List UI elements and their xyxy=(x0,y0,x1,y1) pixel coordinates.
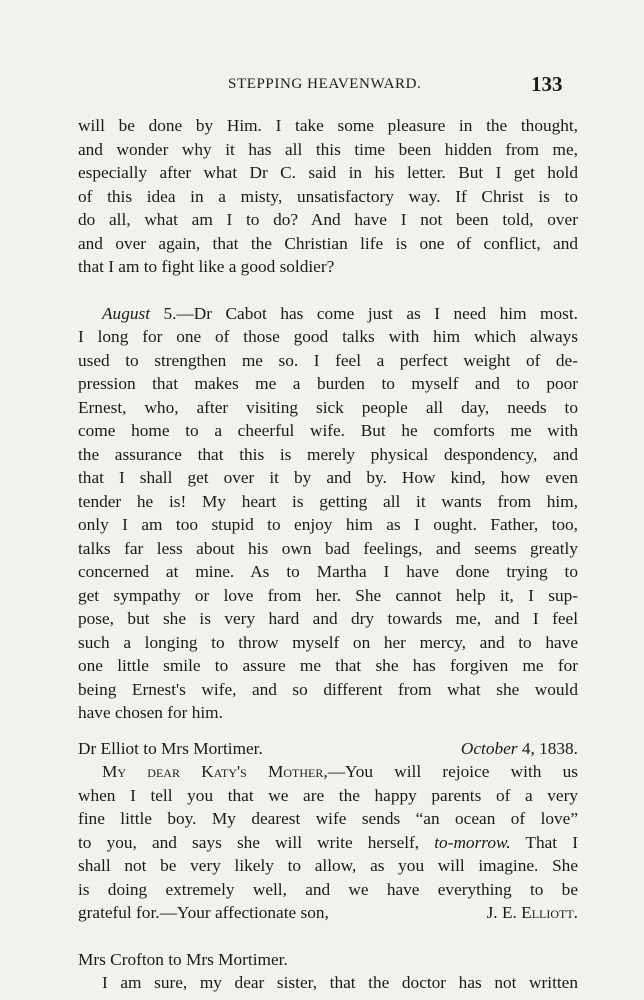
journal-date: August xyxy=(102,303,151,323)
text-line: fine little boy. My dearest wife sends “an ocean of love” xyxy=(78,809,578,828)
letter-mrs-crofton xyxy=(78,948,578,995)
text-line: I long for one of those good talks with him which always xyxy=(78,327,578,346)
text-line: Ernest, who, after visiting sick people all day, needs to xyxy=(78,397,578,417)
letter-heading-row xyxy=(78,737,578,761)
text-line: especially after what Dr C. said in his letter. But I get hold xyxy=(78,163,578,182)
letter-closing: grateful for.—Your affectionate son, xyxy=(78,903,329,922)
text-line: when I tell you that we are the happy parents of a very xyxy=(78,785,578,805)
text-line: concerned at mine. As to Martha I have done trying to xyxy=(78,562,578,581)
letter-closing-row xyxy=(78,901,578,925)
text-line: do all, what am I to do? And have I not been told, over xyxy=(78,210,578,229)
page-number: 133 xyxy=(531,72,563,96)
paragraph-gap xyxy=(78,279,578,302)
letter-date-month: October xyxy=(460,738,518,758)
text-fragment: That I xyxy=(510,832,578,852)
section-gap xyxy=(78,725,578,737)
text-line: being Ernest's wife, and so different from what she would xyxy=(78,679,578,699)
text-line xyxy=(78,760,578,784)
letter-date xyxy=(461,737,578,761)
text-fragment: —You will rejoice with us xyxy=(327,762,578,781)
text-italic: to-morrow. xyxy=(434,832,511,852)
text-fragment: 5.—Dr Cabot has come just as I need him most. xyxy=(150,303,578,323)
text-line: have chosen for him. xyxy=(78,703,223,722)
text-line: of this idea in a misty, unsatisfactory way. If Christ is to xyxy=(78,186,578,206)
text-line: such a longing to throw myself on her mercy, and to have xyxy=(78,632,578,652)
text-line: that I shall get over it by and by. How kind, how even xyxy=(78,468,578,487)
text-line: talks far less about his own bad feelings, and seems greatly xyxy=(78,538,578,558)
text-line: get sympathy or love from her. She cannot help it, I sup- xyxy=(78,585,578,605)
paragraph-1 xyxy=(78,114,578,279)
text-line: pression that makes me a burden to myself and to poor xyxy=(78,374,578,393)
text-line: come home to a cheerful wife. But he comforts me with xyxy=(78,421,578,440)
text-line: tender he is! My heart is getting all it wants from him, xyxy=(78,491,578,511)
text-line: pose, but she is very hard and dry towards me, and I feel xyxy=(78,609,578,628)
letter-date-rest: 4, 1838. xyxy=(517,738,578,758)
text-line: only I am too stupid to enjoy him as I ought. Father, too, xyxy=(78,515,578,534)
text-line: is doing extremely well, and we have everything to be xyxy=(78,879,578,899)
letter-signature: J. E. Elliott. xyxy=(486,903,578,922)
text-line: I am sure, my dear sister, that the doctor has not written xyxy=(102,973,578,992)
text-line xyxy=(78,831,578,855)
letter-heading: Dr Elliot to Mrs Mortimer. xyxy=(78,738,263,758)
text-line: will be done by Him. I take some pleasure in the thought, xyxy=(78,116,578,135)
text-line: and wonder why it has all this time been hidden from me, xyxy=(78,139,578,159)
letter-heading: Mrs Crofton to Mrs Mortimer. xyxy=(78,949,288,969)
text-line: used to strengthen me so. I feel a perfect weight of de- xyxy=(78,350,578,370)
text-fragment: to you, and says she will write herself, xyxy=(78,832,435,852)
section-gap xyxy=(78,925,578,948)
body-text xyxy=(78,114,578,995)
letter-dr-elliot xyxy=(78,737,578,925)
running-header xyxy=(0,74,644,98)
paragraph-august-5 xyxy=(78,302,578,725)
letter-salutation: My dear Katy's Mother, xyxy=(102,762,328,781)
text-line: shall not be very likely to allow, as you will imagine. She xyxy=(78,856,578,875)
text-line xyxy=(78,302,578,326)
text-line: the assurance that this is merely physical despondency, and xyxy=(78,444,578,464)
text-line: that I am to fight like a good soldier? xyxy=(78,257,335,276)
running-title: STEPPING HEAVENWARD. xyxy=(228,76,422,92)
text-line: and over again, that the Christian life is one of conflict, and xyxy=(78,233,578,253)
text-line: one little smile to assure me that she has forgiven me for xyxy=(78,656,578,675)
